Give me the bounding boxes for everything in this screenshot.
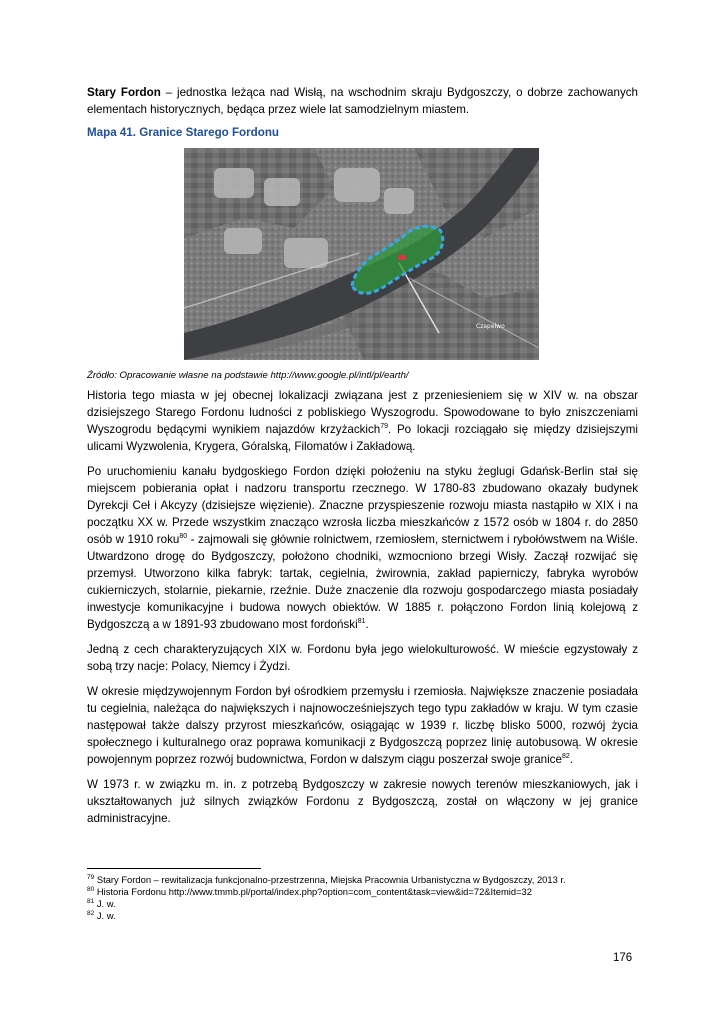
footnote-text: J. w. <box>94 910 116 921</box>
center-marker <box>398 255 406 260</box>
paragraph-text: . Po lokacji rozciągało się między dzisiejszymi ulicami Wyzwolenia, Krygera, Góralską, Filomatów i Zakładową. <box>87 423 638 453</box>
footnote-79 <box>87 874 638 886</box>
map-source: Źródło: Opracowanie własne na podstawie http://www.google.pl/intl/pl/earth/ <box>87 370 409 381</box>
paragraph-text: - zajmowali się głównie rolnictwem, rzemiosłem, sternictwem i rybołówstwem na Wiśle. Utwardzono drogę do Bydgoszczy, położono chodniki, wzmocniono brzegi Wisły. Zaczął rozwijać się przemysł. Utworzono kilka fabryk: tartak, cegielnia, żwirownia, zakład papierniczy, fabryka wyrobów cukierniczych, stolarnie, piekarnie, rzeźnie. Duże znaczenie dla rozwoju gospodarczego miasta posiadały inwestycje komunikacyjne i budowa nowych obiektów. W 1885 r. połączono Fordon linią kolejową z Bydgoszczą a w 1891-93 zbudowano most fordoński <box>87 533 638 631</box>
footnote-80 <box>87 886 638 898</box>
intro-paragraph <box>87 84 638 118</box>
footnote-ref-81[interactable]: 81 <box>357 618 366 626</box>
map-title: Mapa 41. Granice Starego Fordonu <box>87 126 279 139</box>
paragraph-1973: W 1973 r. w związku m. in. z potrzebą Bydgoszczy w zakresie nowych terenów mieszkaniowych, jak i ukształtowanych już silnych związków Fordonu z Bydgoszczą, został on włączony w jej granice administracyjne. <box>87 778 638 825</box>
footnote-ref-82[interactable]: 82 <box>561 753 570 761</box>
footnote-text: Stary Fordon – rewitalizacja funkcjonalno-przestrzenna, Miejska Pracownia Urbanistyczna w Bydgoszczy, 2013 r. <box>94 874 566 885</box>
footnote-number: 81 <box>87 897 95 905</box>
paragraph-interwar <box>87 683 638 768</box>
intro-text: – jednostka leżąca nad Wisłą, na wschodnim skraju Bydgoszczy, o dobrze zachowanych elementach historycznych, będąca przez wiele lat samodzielnym miastem. <box>87 86 638 116</box>
footnote-81 <box>87 898 638 910</box>
footnote-ref-80[interactable]: 80 <box>179 533 188 541</box>
footnote-divider <box>87 868 261 869</box>
footnote-text: J. w. <box>94 898 116 909</box>
footnote-ref-79[interactable]: 79 <box>380 423 389 431</box>
paragraph-text: W okresie międzywojennym Fordon był ośrodkiem przemysłu i rzemiosła. Największe znaczenie posiadała tu cegielnia, należąca do największych i najnowocześniejszych tego typu zakładów w kraju. W tym czasie następował także dalszy przyrost mieszkańców, osiągając w 1939 r. liczbę blisko 5000, rozwój życia społecznego i kulturalnego oraz poprawa komunikacji z Bydgoszczą poprzez linię autobusową. W okresie powojennym poprzez rozwój budownictwa, Fordon w dalszym ciągu poszerzał swoje granice <box>87 685 638 766</box>
paragraph-text: Po uruchomieniu kanału bydgoskiego Fordon dzięki położeniu na styku żeglugi Gdańsk-Berlin stał się miejscem pobierania opłat i nadzoru transportu rzecznego. W 1780-83 zbudowano okazały budynek Dyrekcji Ceł i Akcyzy (dzisiejsze więzienie). Znaczne przyspieszenie rozwoju miasta nastąpiło w XIX i na początku XX w. Przede wszystkim znacząco wzrosła liczba mieszkańców z 1572 osób w 1804 r. do 2850 osób w 1910 roku <box>87 465 638 546</box>
paragraph-text: Historia tego miasta w jej obecnej lokalizacji związana jest z przeniesieniem się w XIV w. na obszar dzisiejszego Starego Fordonu ludności z pobliskiego Wyszogrodu. Spowodowane to było zniszczeniami Wyszogrodu będącymi wynikiem najazdów krzyżackich <box>87 389 638 436</box>
paragraph-multicultural: Jedną z cech charakteryzujących XIX w. Fordonu była jego wielokulturowość. W mieście egzystowały z sobą trzy nacje: Polacy, Niemcy i Żydzi. <box>87 643 638 673</box>
map-overlay-label: Czapelwo <box>476 323 505 330</box>
footnote-text: Historia Fordonu http://www.tmmb.pl/portal/index.php?option=com_content&task=view&id=72&Itemid=32 <box>94 886 532 897</box>
footnote-number: 79 <box>87 873 95 881</box>
paragraph-text: . <box>569 753 573 766</box>
footnote-82 <box>87 910 638 922</box>
paragraph-text: . <box>365 618 369 631</box>
intro-term: Stary Fordon <box>87 86 161 99</box>
paragraph-history <box>87 387 638 455</box>
footnote-number: 80 <box>87 885 95 893</box>
satellite-map-image <box>184 148 539 360</box>
satellite-map <box>184 148 539 360</box>
footnote-number: 82 <box>87 909 95 917</box>
footnotes <box>87 874 638 922</box>
page-body <box>87 84 638 835</box>
paragraph-19th-century <box>87 463 638 633</box>
page-number: 176 <box>613 952 633 964</box>
